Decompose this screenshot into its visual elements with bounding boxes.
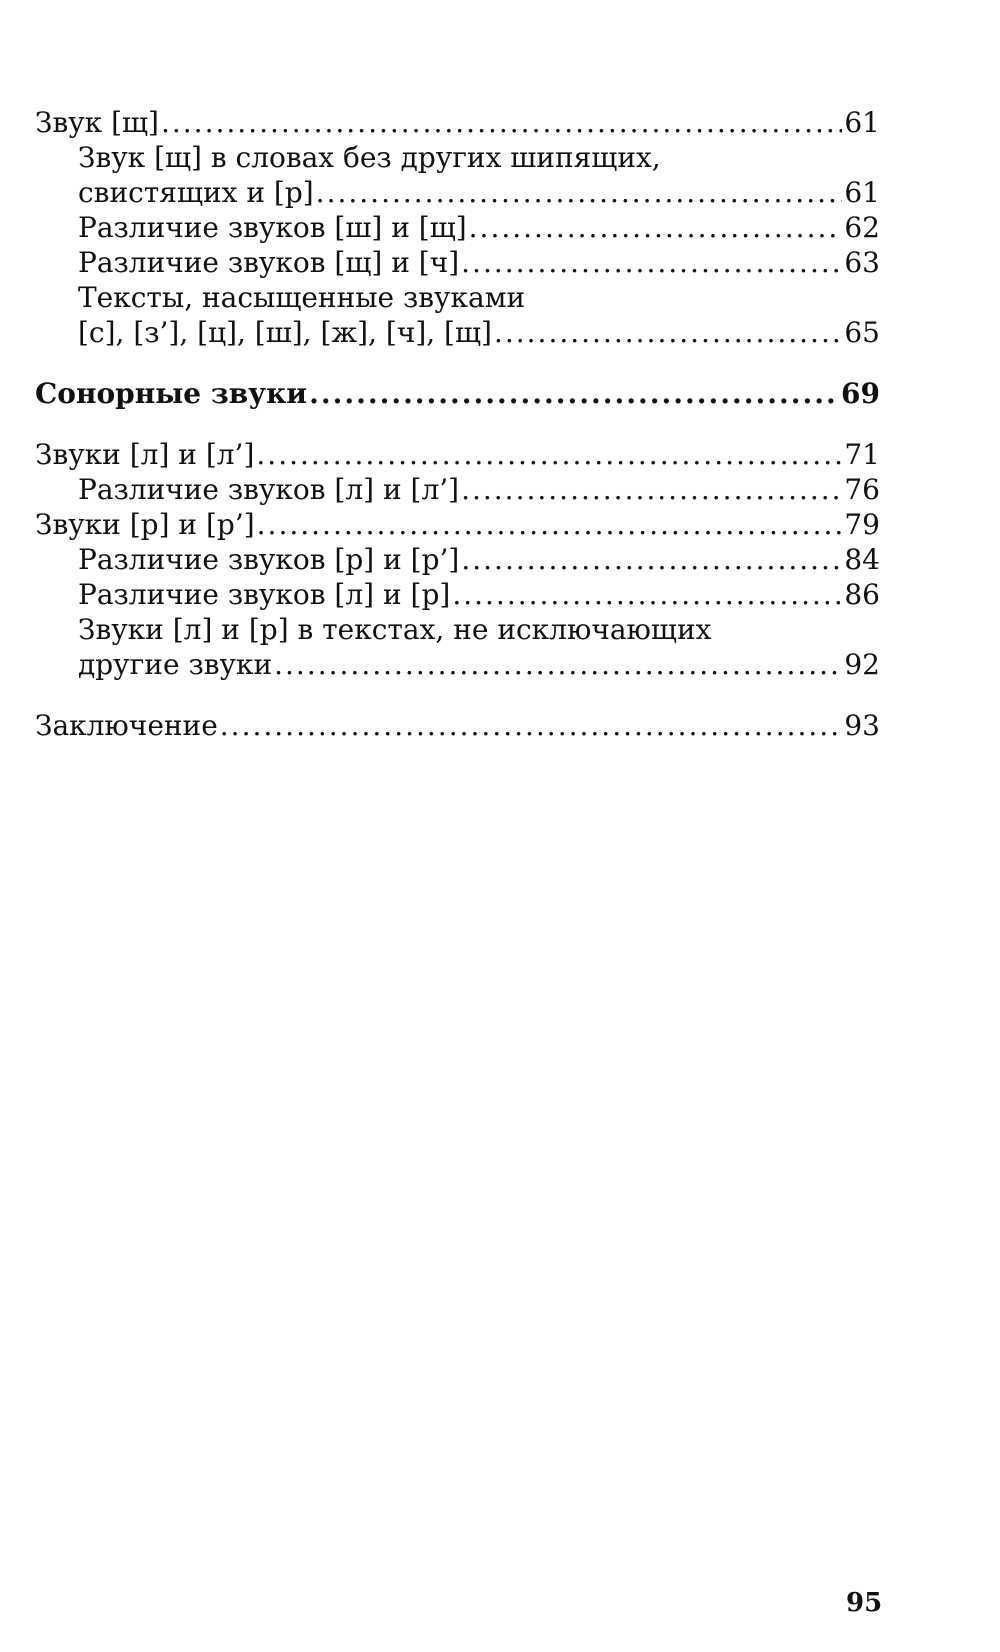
toc-entry-sounds-l	[35, 437, 880, 472]
toc-entry-label: Различие звуков [ш] и [щ]	[78, 211, 467, 244]
toc-section-sonorant-sounds	[35, 376, 880, 411]
toc-entry-page: 79	[844, 508, 880, 541]
toc-entry-label: свистящих и [р]	[78, 176, 314, 209]
toc-entry-label: Различие звуков [л] и [л’]	[78, 473, 460, 506]
toc-entry-page: 71	[844, 438, 880, 471]
toc-entry-label: [с], [з’], [ц], [ш], [ж], [ч], [щ]	[78, 316, 492, 349]
toc-entry-label: Звук [щ]	[35, 106, 159, 139]
toc-entry-page: 61	[844, 106, 880, 139]
toc-dot-leader	[469, 210, 842, 245]
toc-dot-leader	[461, 472, 842, 507]
toc-entry-sh-vs-shch	[35, 210, 880, 245]
toc-entry-label: Различие звуков [щ] и [ч]	[78, 246, 460, 279]
toc-entry-page: 76	[844, 473, 880, 506]
toc-entry-page: 62	[844, 211, 880, 244]
toc-entry-r-vs-r-soft	[35, 542, 880, 577]
toc-dot-leader	[220, 708, 842, 743]
toc-entry-label-line1: Тексты, насыщенные звуками	[78, 281, 526, 314]
toc-dot-leader	[316, 175, 842, 210]
toc-dot-leader	[461, 542, 842, 577]
toc-entry-page: 86	[844, 578, 880, 611]
toc-dot-leader	[161, 105, 842, 140]
toc-entry-label: Заключение	[35, 709, 218, 742]
toc-entry-l-r-in-texts	[35, 647, 880, 682]
toc-dot-leader	[494, 315, 842, 350]
toc-entry-page: 84	[844, 543, 880, 576]
toc-entry-label: другие звуки	[78, 648, 273, 681]
table-of-contents	[35, 105, 880, 743]
toc-entry-sound-shch	[35, 105, 880, 140]
toc-dot-leader	[461, 245, 842, 280]
toc-entry-label-line1: Звук [щ] в словах без других шипящих,	[78, 141, 661, 174]
toc-dot-leader	[309, 376, 839, 411]
toc-entry-page: 92	[844, 648, 880, 681]
toc-dot-leader	[274, 647, 842, 682]
toc-entry-label-line1: Звуки [л] и [р] в текстах, не исключающих	[78, 613, 712, 646]
toc-entry-label: Различие звуков [р] и [р’]	[78, 543, 460, 576]
toc-entry-label: Сонорные звуки	[35, 377, 308, 410]
toc-dot-leader	[452, 577, 842, 612]
toc-entry-page: 63	[844, 246, 880, 279]
toc-entry-l-vs-r	[35, 577, 880, 612]
toc-entry-label: Звуки [р] и [р’]	[35, 508, 255, 541]
toc-entry-page: 65	[844, 316, 880, 349]
toc-entry-conclusion	[35, 708, 880, 743]
toc-entry-shch-in-words	[35, 175, 880, 210]
toc-dot-leader	[257, 507, 842, 542]
toc-entry-page: 69	[841, 377, 880, 410]
toc-entry-shch-vs-ch	[35, 245, 880, 280]
toc-entry-label: Звуки [л] и [л’]	[35, 438, 255, 471]
toc-entry-page: 61	[844, 176, 880, 209]
page-number: 95	[846, 1588, 883, 1618]
toc-entry-page: 93	[844, 709, 880, 742]
toc-entry-l-vs-l-soft	[35, 472, 880, 507]
toc-entry-sounds-r	[35, 507, 880, 542]
toc-dot-leader	[256, 437, 842, 472]
toc-entry-label: Различие звуков [л] и [р]	[78, 578, 451, 611]
toc-entry-saturated-texts	[35, 315, 880, 350]
